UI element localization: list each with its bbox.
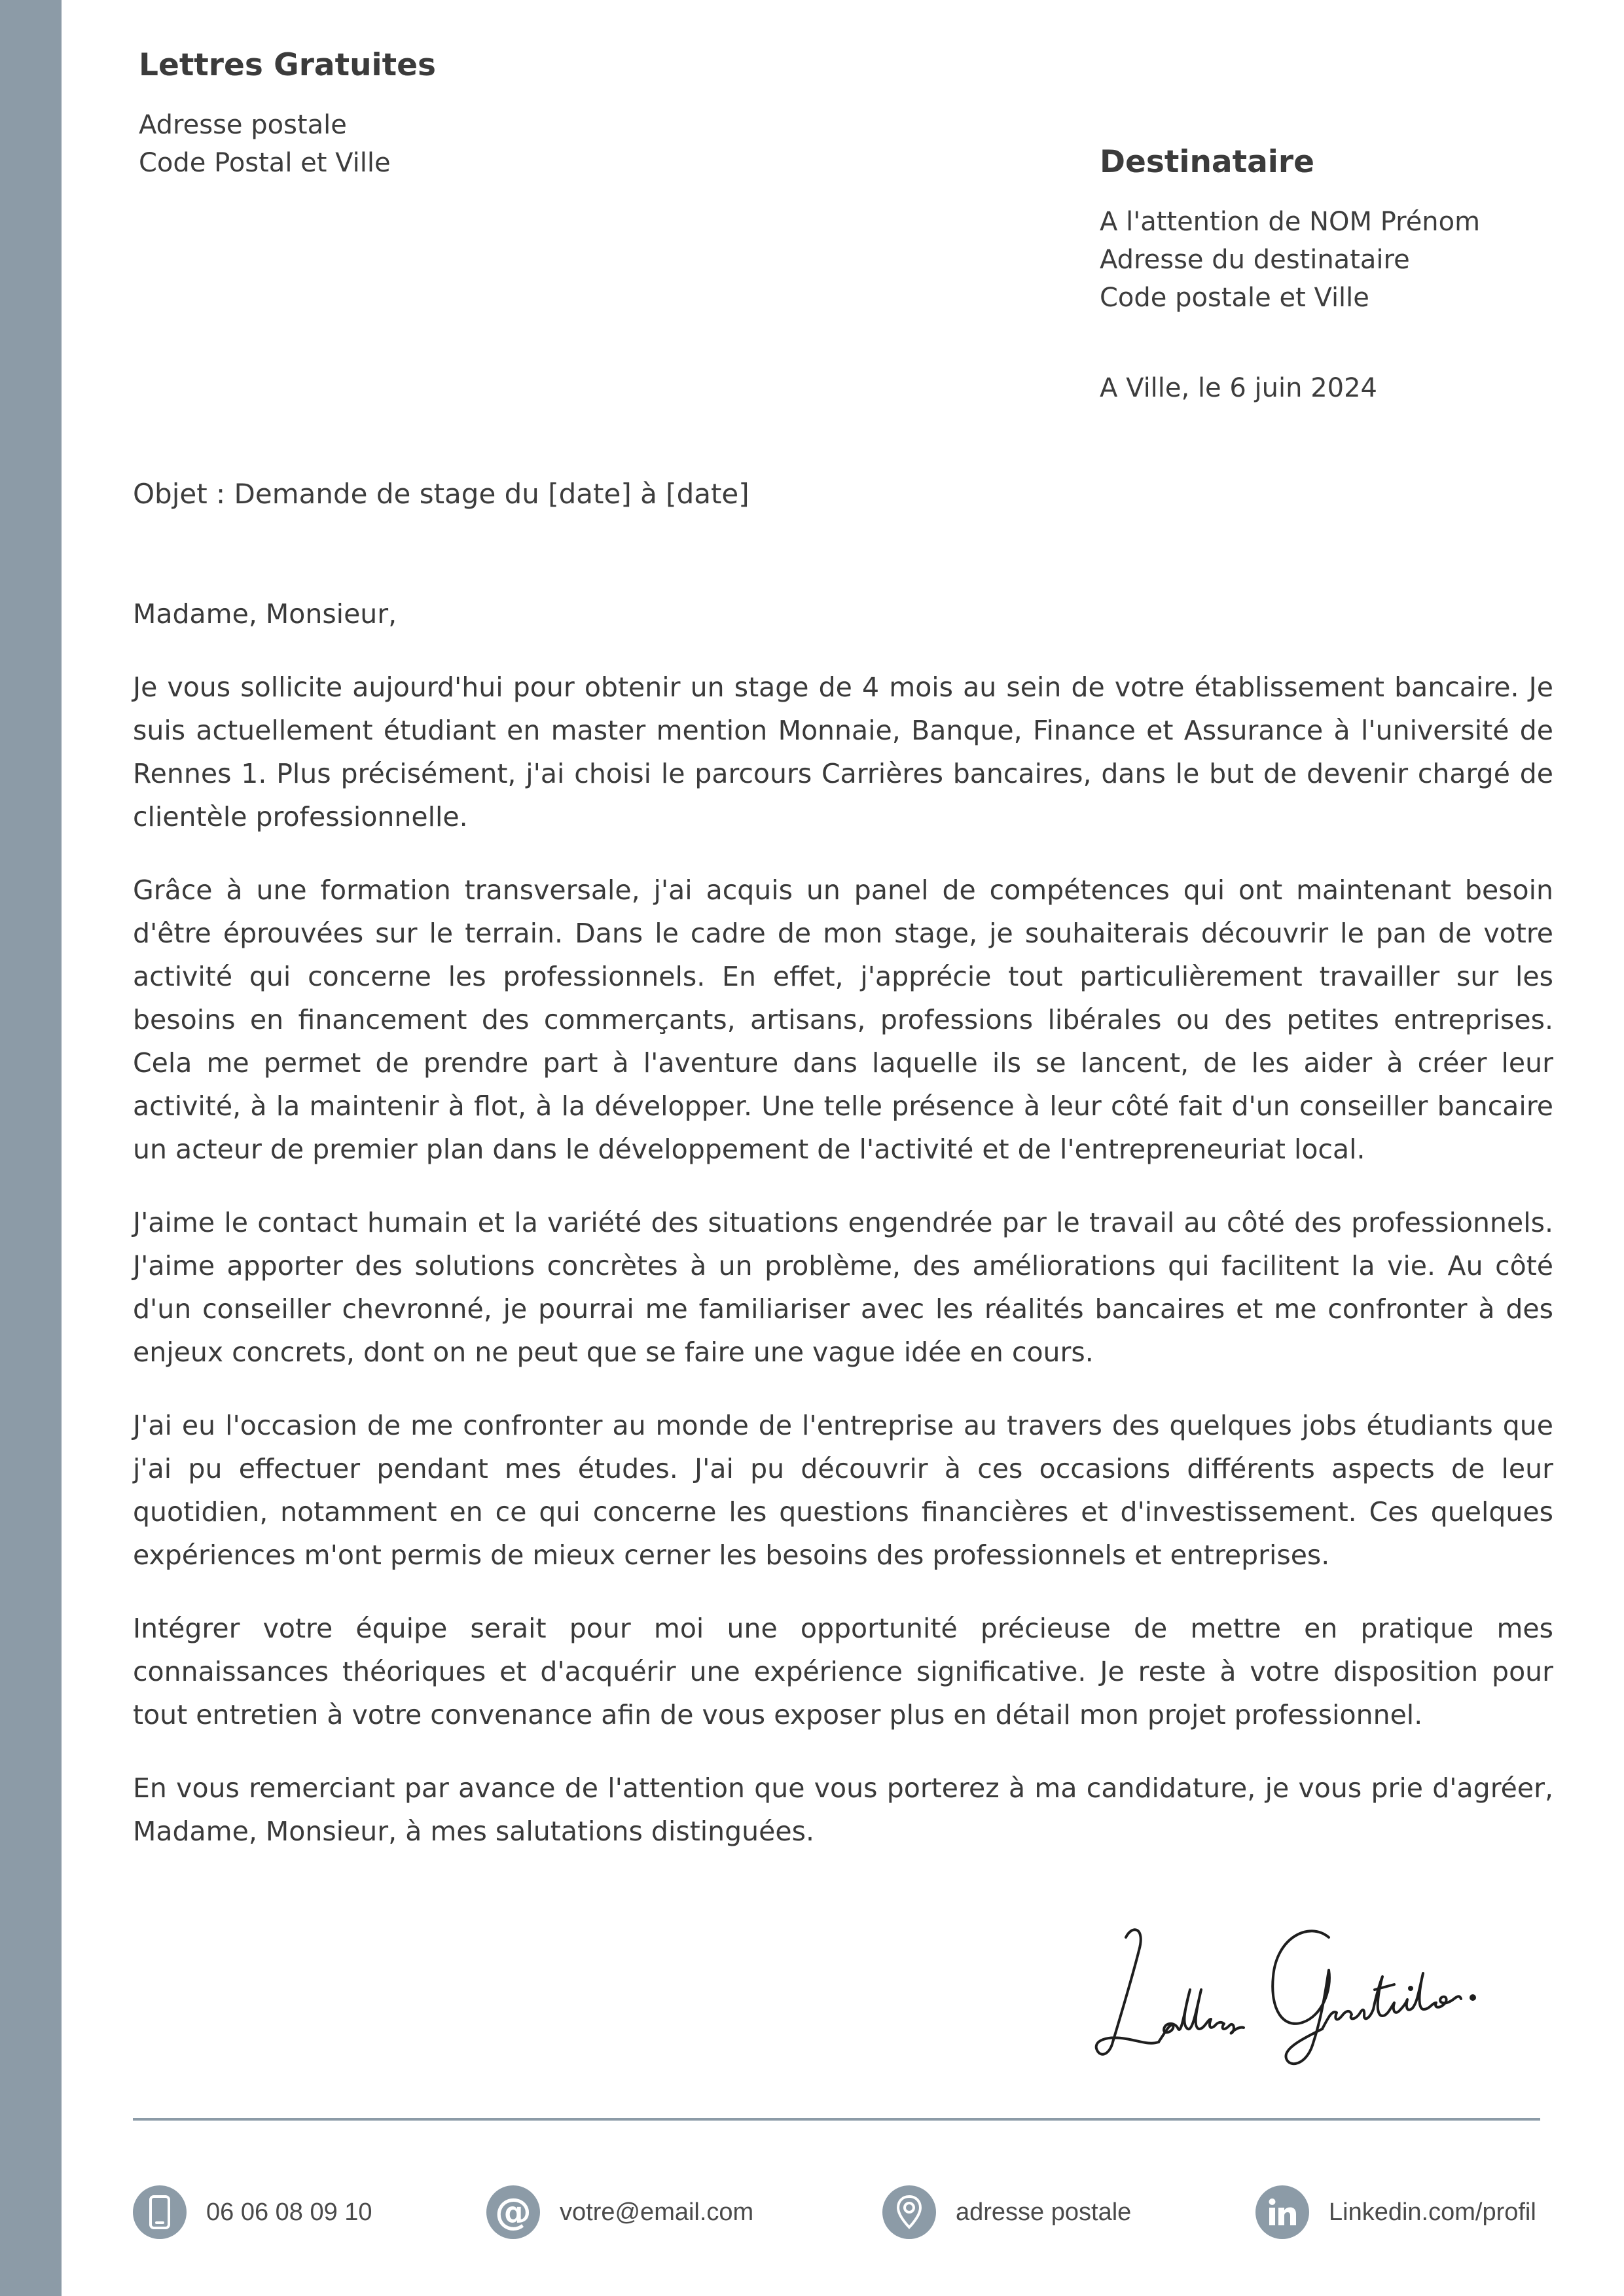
subject-line: Objet : Demande de stage du [date] à [date] (133, 478, 749, 510)
recipient-block (1100, 144, 1480, 317)
handwritten-signature (1087, 1911, 1479, 2081)
body-paragraph: Intégrer votre équipe serait pour moi une opportunité précieuse de mettre en pratique mes connaissances théoriques et d'acquérir une expérience significative. Je reste à votre disposition pour tout entretien à votre convenance afin de vous exposer plus en détail mon projet professionnel. (133, 1613, 1553, 1731)
sender-block (139, 47, 436, 182)
body-paragraph: Je vous sollicite aujourd'hui pour obtenir un stage de 4 mois au sein de votre établissement bancaire. Je suis actuellement étudiant en master mention Monnaie, Banque, Finance et Assurance à l'université de Rennes 1. Plus précisément, j'ai choisi le parcours Carrières bancaires, dans le but de devenir chargé de clientèle professionnelle. (133, 672, 1553, 833)
salutation: Madame, Monsieur, (133, 598, 397, 630)
side-color-band (0, 0, 62, 2296)
phone-icon (133, 2185, 187, 2239)
contact-email (486, 2185, 753, 2240)
body-paragraph: En vous remerciant par avance de l'attention que vous porterez à ma candidature, je vous prie d'agréer, Madame, Monsieur, à mes salutations distinguées. (133, 1772, 1553, 1847)
at-sign-icon: @ (486, 2185, 540, 2239)
contact-footer (133, 2185, 1547, 2240)
body-paragraph: J'ai eu l'occasion de me confronter au monde de l'entreprise au travers des quelques jobs étudiants que j'ai pu effectuer pendant mes études. J'ai pu découvrir à ces occasions différents aspects de leur quotidien, notamment en ce qui concerne les questions financières et d'investissement. Ces quelques expériences m'ont permis de mieux cerner les besoins des professionnels et entreprises. (133, 1410, 1553, 1571)
body-paragraph: J'aime le contact humain et la variété des situations engendrée par le travail au côté des professionnels. J'aime apporter des solutions concrètes à un problème, des améliorations qui facilitent la vie. Au côté d'un conseiller chevronné, je pourrai me familiariser avec les réalités bancaires et me confronter à des enjeux concrets, dont on ne peut que se faire une vague idée en cours. (133, 1207, 1553, 1368)
date-line: A Ville, le 6 juin 2024 (1100, 373, 1377, 403)
contact-address-text: adresse postale (956, 2198, 1132, 2226)
letter-body (133, 592, 1553, 1883)
linkedin-icon (1255, 2185, 1309, 2239)
recipient-city: Code postale et Ville (1100, 283, 1369, 314)
contact-phone-text: 06 06 08 09 10 (206, 2198, 372, 2226)
recipient-attention: A l'attention de NOM Prénom (1100, 207, 1481, 238)
contact-linkedin-text[interactable]: Linkedin.com/profil (1329, 2198, 1536, 2226)
sender-name: Lettres Gratuites (139, 47, 436, 83)
recipient-title: Destinataire (1100, 144, 1314, 180)
sender-city: Code Postal et Ville (139, 148, 391, 179)
location-pin-icon (882, 2185, 936, 2239)
signature-drawing (1087, 1911, 1479, 2081)
contact-address (882, 2185, 1131, 2240)
contact-email-text[interactable]: votre@email.com (560, 2198, 754, 2226)
contact-linkedin (1255, 2185, 1536, 2240)
sender-address: Adresse postale (139, 110, 347, 141)
footer-divider (133, 2118, 1540, 2121)
body-paragraph: Grâce à une formation transversale, j'ai acquis un panel de compétences qui ont maintenant besoin d'être éprouvées sur le terrain. Dans le cadre de mon stage, je souhaiterais découvrir le pan de votre activité qui concerne les professionnels. En effet, j'apprécie tout particulièrement travailler sur les besoins en financement des commerçants, artisans, professions libérales ou des petites entreprises. Cela me permet de prendre part à l'aventure dans laquelle ils se lancent, de les aider à créer leur activité, à la maintenir à flot, à la développer. Une telle présence à leur côté fait d'un conseiller bancaire un acteur de premier plan dans le développement de l'activité et de l'entrepreneuriat local. (133, 874, 1553, 1165)
recipient-address: Adresse du destinataire (1100, 245, 1410, 276)
contact-phone (133, 2185, 372, 2240)
